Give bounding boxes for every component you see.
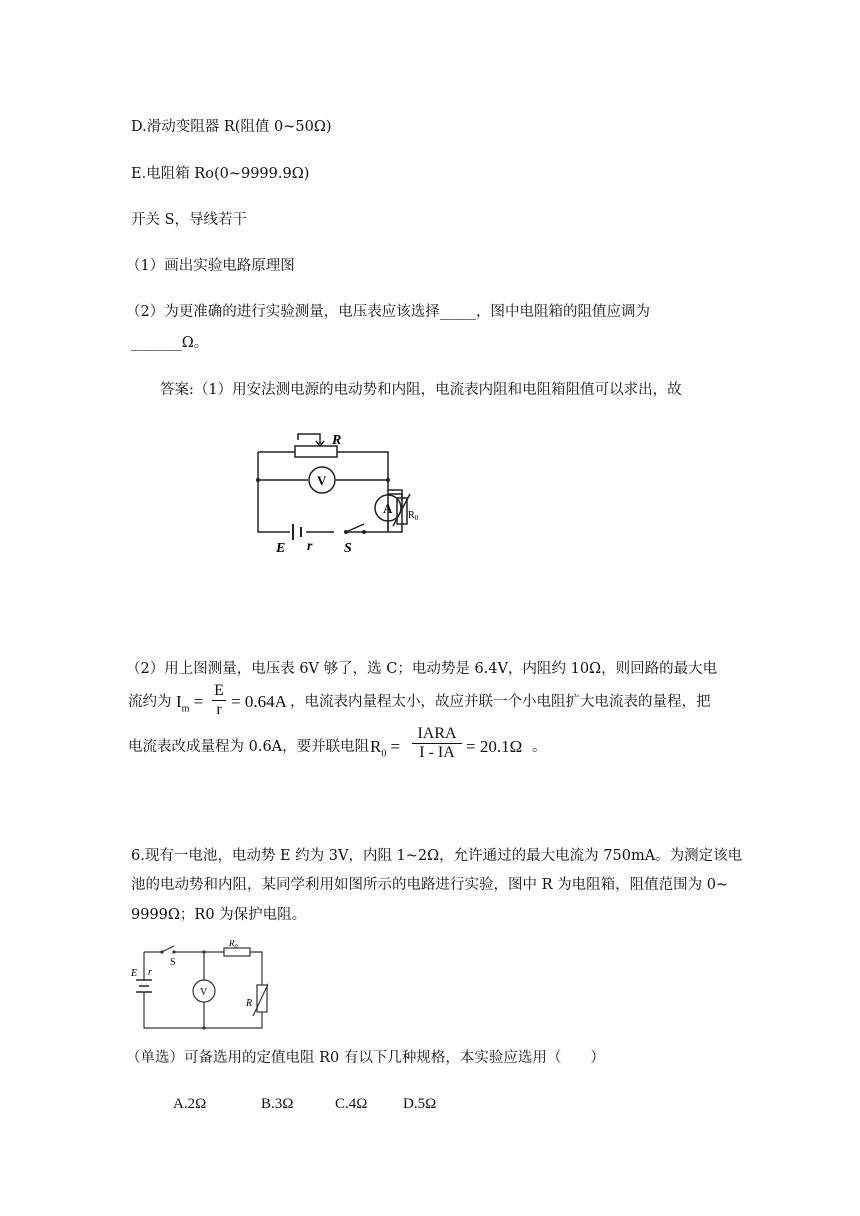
circuit-diagram-2 <box>128 940 268 1032</box>
item-e: E.电阻箱 Ro(0~9999.9Ω) <box>131 166 310 182</box>
label-r: r <box>307 539 313 554</box>
fraction1-denominator: r <box>216 701 222 718</box>
c2-label-R: R <box>246 998 253 1009</box>
label-E: E <box>276 541 286 556</box>
c2-label-r: r <box>148 967 152 978</box>
c2-label-V: V <box>200 987 208 998</box>
question-6-choice: （单选）可备选用的定值电阻 R0 有以下几种规格，本实验应选用（ ） <box>126 1050 605 1066</box>
label-S: S <box>344 541 352 556</box>
solution-line2: 流约为 $I_m$ = $\frac{E}{r}$ = 0.64A ，电流表内量程太小，故应并联一个小电阻扩大电流表的量程，把 <box>128 682 711 718</box>
symbol-Im-sub: m <box>181 703 190 715</box>
c2-label-S: S <box>170 957 176 968</box>
option-d: D.5Ω <box>403 1096 437 1112</box>
fraction2-numerator: IARA <box>412 725 462 744</box>
option-b: B.3Ω <box>261 1096 294 1112</box>
c2-label-E: E <box>131 968 138 979</box>
svg-text:R0 <box>408 510 419 522</box>
options <box>173 1094 473 1116</box>
question-6-line2: 池的电动势和内阻，某同学利用如图所示的电路进行实验，图中 R 为电阻箱，阻值范围为 0~ <box>131 877 729 893</box>
fraction2-denominator: I - IA <box>419 744 455 761</box>
label-A: A <box>383 501 393 516</box>
option-a: A.2Ω <box>173 1096 207 1112</box>
label-R0: R <box>408 510 415 521</box>
label-V: V <box>317 473 327 488</box>
item-switch: 开关 S，导线若干 <box>131 212 248 228</box>
c2-label-R0: R <box>229 940 235 948</box>
label-R: R <box>332 433 342 448</box>
option-c: C.4Ω <box>335 1096 368 1112</box>
fraction1-numerator: E <box>212 682 226 701</box>
answer-line: 答案:（1）用安法测电源的电动势和内阻，电流表内阻和电阻箱阻值可以求出，故 <box>160 382 682 398</box>
question-2-line1: （2）为更准确的进行实验测量，电压表应该选择_____，图中电阻箱的阻值应调为 <box>126 304 650 320</box>
question-2-line2: _______Ω。 <box>131 335 209 351</box>
label-R0-sub: 0 <box>414 514 419 522</box>
item-d: D.滑动变阻器 R(阻值 0~50Ω) <box>131 119 332 135</box>
question-1: （1）画出实验电路原理图 <box>126 258 295 274</box>
solution-line1: （2）用上图测量，电压表 6V 够了，选 C；电动势是 6.4V，内阻约 10Ω，则回路的最大电 <box>126 661 718 677</box>
symbol-Im: I <box>176 692 182 711</box>
question-6-line3: 9999Ω；R0 为保护电阻。 <box>131 907 307 923</box>
eq2-result: = 20.1Ω <box>466 737 523 756</box>
symbol-R0: R <box>370 737 382 756</box>
question-6-line1: 6.现有一电池，电动势 E 约为 3V，内阻 1~2Ω，允许通过的最大电流为 750mA。为测定该电 <box>131 848 743 864</box>
solution-line3: 电流表改成量程为 0.6A，要并联电阻 $R_0$ = IARA I - IA = 20.1Ω 。 <box>128 725 547 761</box>
circuit-diagram-1 <box>250 428 420 558</box>
eq1-result: = 0.64A <box>231 692 287 711</box>
svg-text:R0: $R_0$ <box>229 940 238 950</box>
